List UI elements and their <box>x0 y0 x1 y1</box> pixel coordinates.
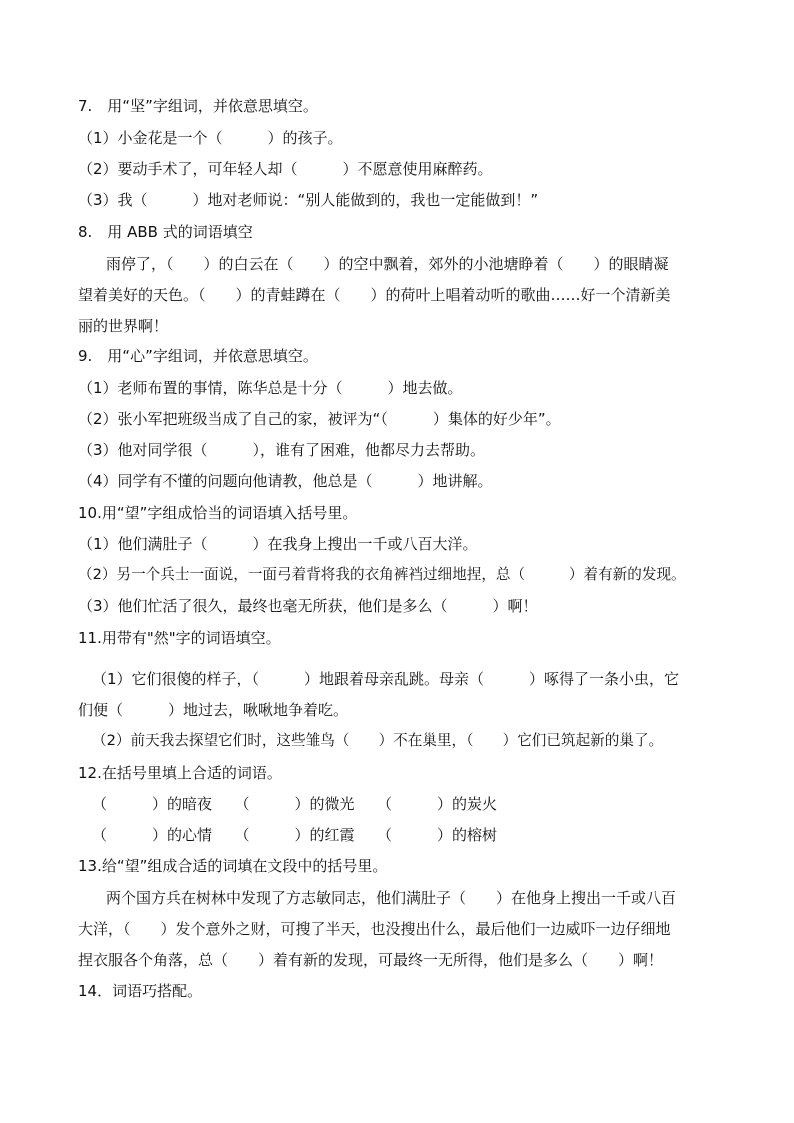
q9-item-2: （2）张小军把班级当成了自己的家，被评为“（ ）集体的好少年”。 <box>78 410 561 428</box>
q7-item-1: （1）小金花是一个（ ）的孩子。 <box>78 129 343 147</box>
q13-title: 13.给“望”组成合适的词填在文段中的括号里。 <box>78 857 388 875</box>
q9-item-1: （1）老师布置的事情，陈华总是十分（ ）地去做。 <box>78 379 463 397</box>
q11-text-3: （2）前天我去探望它们时，这些雏鸟（ ）不在巢里，（ ）它们已筑起新的巢了。 <box>92 732 664 749</box>
q11-text-1: （1）它们很傻的样子，（ ）地跟着母亲乱跳。母亲（ ）啄得了一条小虫，它 <box>92 670 680 688</box>
q13-text-1: 两个国方兵在树林中发现了方志敏同志，他们满肚子（ ）在他身上搜出一千或八百 <box>106 889 677 907</box>
q10-item-1: （1）他们满肚子（ ）在我身上搜出一千或八百大洋。 <box>78 535 478 553</box>
q13-text-2: 大洋，（ ）发个意外之财，可搜了半天，也没搜出什么，最后他们一边威吓一边仔细地 <box>78 920 671 938</box>
q11-text-2: 们便（ ）地过去，啾啾地争着吃。 <box>78 701 349 719</box>
q9-item-3: （3）他对同学很（ ），谁有了困难，他都尽力去帮助。 <box>78 441 486 459</box>
q8-title: 8. 用 ABB 式的词语填空 <box>78 223 253 241</box>
q7-item-3: （3）我（ ）地对老师说：“别人能做到的，我也一定能做到！” <box>78 191 539 209</box>
q11-title: 11.用带有"然"字的词语填空。 <box>78 629 281 647</box>
q8-text-2: 望着美好的天色。（ ）的青蛙蹲在（ ）的荷叶上唱着动听的歌曲……好一个清新美 <box>78 286 671 304</box>
q7-title: 7. 用“坚”字组词，并依意思填空。 <box>78 97 318 115</box>
q9-title: 9. 用“心”字组词，并依意思填空。 <box>78 347 318 365</box>
q10-item-2: （2）另一个兵士一面说，一面弓着背将我的衣角裤裆过细地捏，总（ ）着有新的发现。 <box>78 566 686 583</box>
q8-text-1: 雨停了，（ ）的白云在（ ）的空中飘着，郊外的小池塘睁着（ ）的眼睛凝 <box>106 255 669 273</box>
q14-title: 14．词语巧搭配。 <box>78 982 203 1000</box>
q12-row-1: （ ）的暗夜 （ ）的微光 （ ）的炭火 <box>92 795 498 813</box>
q7-item-2: （2）要动手术了，可年轻人却（ ）不愿意使用麻醉药。 <box>78 160 493 178</box>
q12-title: 12.在括号里填上合适的词语。 <box>78 764 282 782</box>
q13-text-3: 捏衣服各个角落，总（ ）着有新的发现，可最终一无所得，他们是多么（ ）啊！ <box>78 951 664 969</box>
q8-text-3: 丽的世界啊！ <box>78 317 169 335</box>
q10-item-3: （3）他们忙活了很久，最终也毫无所获，他们是多么（ ）啊！ <box>78 597 538 615</box>
q9-item-4: （4）同学有不懂的问题向他请教，他总是（ ）地讲解。 <box>78 472 493 490</box>
q10-title: 10.用“望”字组成恰当的词语填入括号里。 <box>78 504 358 522</box>
q12-row-2: （ ）的心情 （ ）的红霞 （ ）的榕树 <box>92 826 498 844</box>
